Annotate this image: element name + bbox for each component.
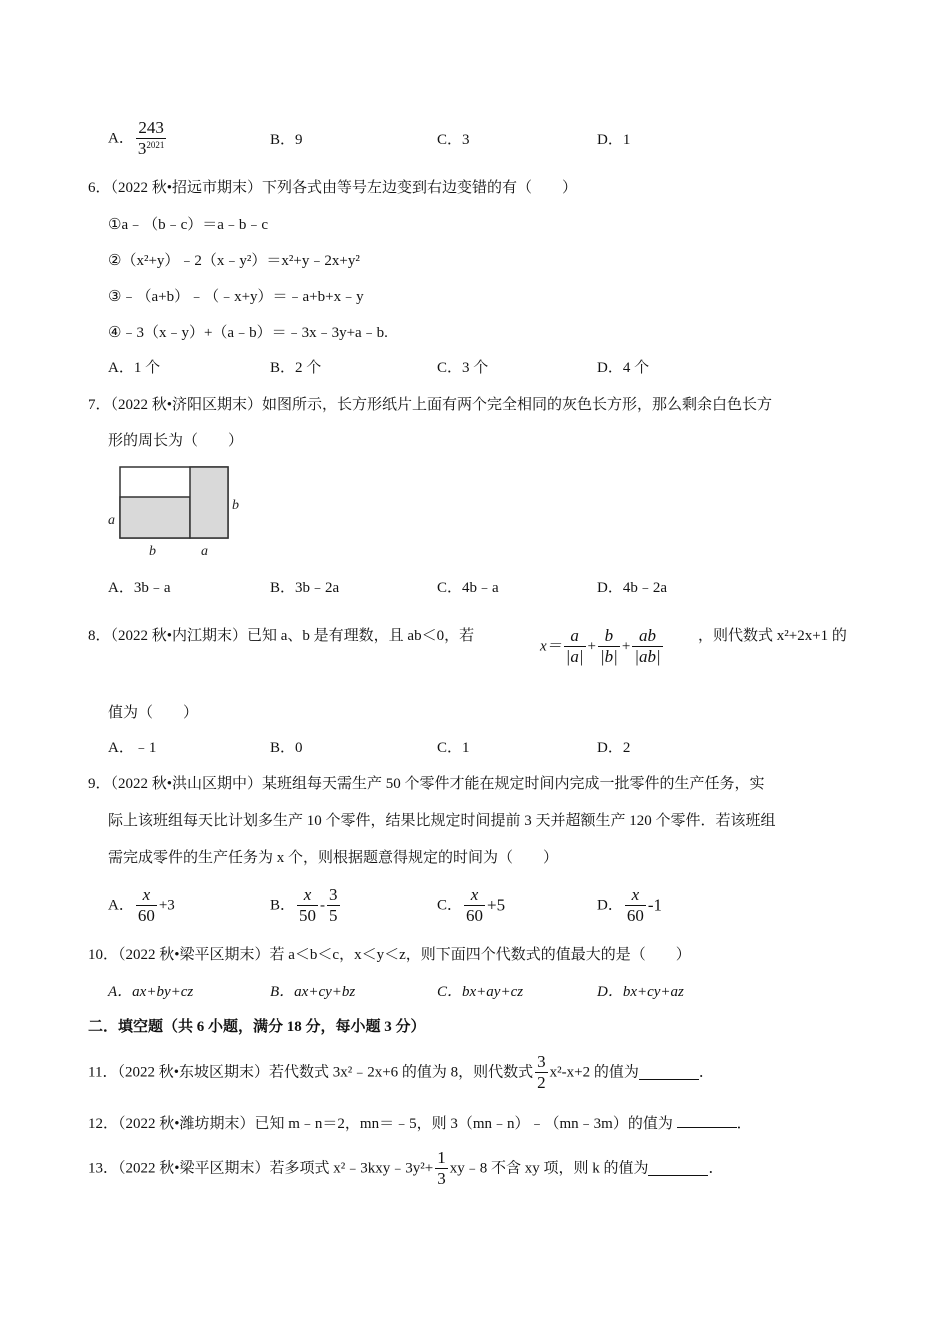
q9-d-tail: -1 [647, 895, 663, 915]
q9-b-num2: 3 [329, 885, 338, 904]
q6-option-c: C．3 个 [437, 360, 489, 376]
q6-option-d: D．4 个 [597, 360, 650, 376]
q11-pre: 11．（2022 秋•东坡区期末）若代数式 3x²﹣2x+6 的值为 8，则代数式 [88, 1064, 534, 1081]
q5-option-d: D．1 [597, 132, 631, 148]
q9-a-fraction [136, 885, 157, 926]
q5-option-a [108, 118, 168, 159]
q5-option-a-fraction [136, 118, 167, 159]
q11-fraction [535, 1052, 548, 1093]
q9-d-fraction [625, 885, 646, 926]
q9-a-den: 60 [137, 906, 155, 925]
q10-option-a: A．ax+by+cz [108, 984, 194, 1000]
q9-d-num: x [625, 885, 646, 906]
q13 [88, 1148, 724, 1188]
q6-line-2: ②（x²+y）﹣2（x﹣y²）＝x²+y﹣2x+y² [108, 253, 360, 269]
q9-option-b [270, 885, 342, 926]
q9-b-den: 50 [299, 906, 317, 925]
q9-c-den: 60 [466, 906, 484, 925]
q8-f1-num: a [564, 626, 586, 647]
q10-option-b: B．ax+cy+bz [270, 984, 356, 1000]
q6-option-a: A．1 个 [108, 360, 161, 376]
q8-f3-den: |ab| [634, 647, 661, 666]
q7-label-b-right: b [232, 498, 239, 513]
q5-a-denominator [136, 139, 167, 159]
q7-option-b: B．3b﹣2a [270, 580, 340, 596]
q6-line-4: ④﹣3（x﹣y）+（a﹣b）＝﹣3x﹣3y+a﹣b. [108, 325, 388, 341]
q5-option-a-label: A． [108, 130, 134, 147]
q9-stem-line-3: 需完成零件的生产任务为 x 个，则根据题意得规定的时间为（ ） [108, 850, 559, 866]
q11-end: ． [698, 1064, 714, 1081]
q8-option-d: D．2 [597, 740, 631, 756]
q9-stem-line-2: 际上该班组每天比计划多生产 10 个零件，结果比规定时间提前 3 天并超额生产 120 个零件．若该班组 [108, 813, 776, 829]
q11-f-num: 3 [537, 1052, 546, 1071]
q8-fraction-2 [598, 626, 620, 667]
q13-answer-blank[interactable] [648, 1161, 708, 1176]
q7-gray-rect-right [190, 467, 228, 538]
q11 [88, 1052, 714, 1092]
q7-option-c: C．4b﹣a [437, 580, 499, 596]
q9-a-tail: +3 [158, 897, 175, 914]
q8-option-a: A．﹣1 [108, 740, 157, 756]
q8-stem-line-2: 值为（ ） [108, 705, 199, 721]
q13-f-num: 1 [437, 1148, 446, 1167]
q6-line-1: ①a﹣（b﹣c）＝a﹣b﹣c [108, 217, 269, 233]
q12-text: 12．（2022 秋•潍坊期末）已知 m﹣n＝2，mn＝﹣5，则 3（mn﹣n）﹣（mn﹣3m）的值为 [88, 1116, 673, 1132]
q6-line-3: ③﹣（a+b）﹣（﹣x+y）＝﹣a+b+x﹣y [108, 289, 364, 305]
q8-f1-den: |a| [565, 647, 584, 666]
q9-a-label: A． [108, 897, 134, 914]
q6-stem: 6．（2022 秋•招远市期末）下列各式由等号左边变到右边变错的有（ ） [88, 180, 578, 196]
q8-fraction-1 [564, 626, 586, 667]
q12-end: ． [736, 1116, 752, 1132]
q9-b-num: x [297, 885, 318, 906]
q8-stem-pre: 8．（2022 秋•内江期末）已知 a、b 是有理数，且 ab＜0，若 [88, 628, 475, 644]
q8-fraction-3 [632, 626, 662, 667]
q8-f3-num: ab [632, 626, 662, 647]
q9-c-num: x [464, 885, 485, 906]
q9-c-label: C． [437, 897, 463, 914]
q7-stem-line-1: 7．（2022 秋•济阳区期末）如图所示，长方形纸片上面有两个完全相同的灰色长方形，那么剩余白色长方 [88, 397, 773, 413]
q9-stem-line-1: 9．（2022 秋•洪山区期中）某班组每天需生产 50 个零件才能在规定时间内完成一批零件的生产任务，实 [88, 776, 765, 792]
q11-post: x²-x+2 的值为 [549, 1064, 639, 1081]
section-2-heading: 二．填空题（共 6 小题，满分 18 分，每小题 3 分） [88, 1019, 426, 1035]
q8-x-eq: x＝ [540, 638, 562, 655]
q13-end: ． [708, 1160, 724, 1177]
q7-option-d: D．4b﹣2a [597, 580, 667, 596]
q5-option-c: C．3 [437, 132, 470, 148]
q8-option-b: B．0 [270, 740, 303, 756]
q9-b-label: B． [270, 897, 296, 914]
q5-a-den-base: 3 [137, 139, 147, 158]
q12-answer-blank[interactable] [677, 1113, 737, 1128]
q9-option-c [437, 885, 505, 926]
q8-stem-post: ，则代数式 x²+2x+1 的 [698, 628, 847, 644]
q9-d-den: 60 [626, 906, 644, 925]
q9-d-label: D． [597, 897, 623, 914]
q9-option-a [108, 885, 175, 926]
q9-option-d [597, 885, 662, 926]
q11-answer-blank[interactable] [639, 1065, 699, 1080]
q10-option-c: C．bx+ay+cz [437, 984, 524, 1000]
q7-rectangle-figure [105, 462, 255, 562]
q10-stem: 10．（2022 秋•梁平区期末）若 a＜b＜c，x＜y＜z，则下面四个代数式的值最大的是（ ） [88, 947, 691, 963]
q9-c-fraction [464, 885, 485, 926]
q9-b-fraction-2 [327, 885, 340, 926]
q9-b-den2: 5 [329, 906, 338, 925]
q9-a-num: x [136, 885, 157, 906]
q8-formula: x＝ $\frac{a}{|a|}$ + $\frac{b}{|b|}$ + $\frac{ab}{|ab|}$ [540, 626, 661, 666]
q5-a-den-exp: 2021 [146, 140, 165, 150]
q5-option-b: B．9 [270, 132, 303, 148]
q13-fraction [435, 1148, 448, 1189]
q8-option-c: C．1 [437, 740, 470, 756]
q7-label-a-bottom: a [201, 544, 208, 559]
q13-f-den: 3 [437, 1169, 446, 1188]
q7-label-b-bottom: b [149, 544, 156, 559]
q8-f2-den: |b| [600, 647, 618, 666]
q8-f2-num: b [598, 626, 620, 647]
q7-stem-line-2: 形的周长为（ ） [108, 433, 244, 449]
q12 [88, 1113, 752, 1134]
q10-option-d: D．bx+cy+az [597, 984, 684, 1000]
q9-c-tail: +5 [487, 895, 506, 915]
q7-option-a: A．3b﹣a [108, 580, 171, 596]
q6-option-b: B．2 个 [270, 360, 322, 376]
q7-gray-rect-left [120, 497, 190, 538]
q9-b-fraction-1 [297, 885, 318, 926]
q13-pre: 13．（2022 秋•梁平区期末）若多项式 x²﹣3kxy﹣3y²+ [88, 1160, 434, 1177]
q5-a-numerator: 243 [136, 118, 167, 139]
q13-post: xy﹣8 不含 xy 项，则 k 的值为 [449, 1160, 649, 1177]
q7-label-a-left: a [108, 513, 115, 528]
q9-b-op: - [320, 897, 326, 914]
q11-f-den: 2 [537, 1073, 546, 1092]
